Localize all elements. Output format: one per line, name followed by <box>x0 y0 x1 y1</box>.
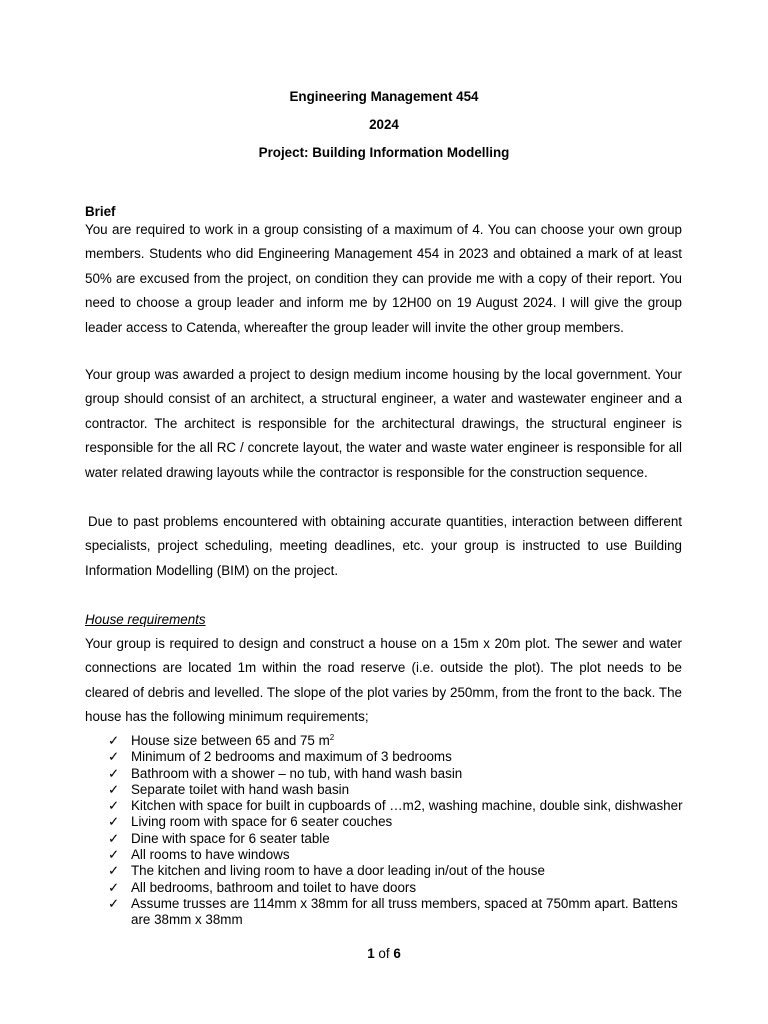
checkmark-icon: ✓ <box>108 863 120 879</box>
brief-paragraph-2: Your group was awarded a project to design medium income housing by the local government. Your group should consist of an architect, a structural engineer, a water and wastewater engineer and a contractor. The architect is responsible for the architectural drawings, the structural engineer is responsible for the all RC / concrete layout, the water and waste water engineer is responsible for all water related drawing layouts while the contractor is responsible for the construction sequence. <box>85 367 682 480</box>
requirement-text: Minimum of 2 bedrooms and maximum of 3 bedrooms <box>131 749 452 765</box>
requirement-text: Bathroom with a shower – no tub, with hand wash basin <box>131 765 463 781</box>
requirement-text: Dine with space for 6 seater table <box>131 830 330 846</box>
house-requirements-intro: Your group is required to design and construct a house on a 15m x 20m plot. The sewer and water connections are located 1m within the road reserve (i.e. outside the plot). The plot needs to be cleared of debris and levelled. The slope of the plot varies by 250mm, from the front to the back. The house has the following minimum requirements; <box>85 636 682 725</box>
requirements-list <box>108 733 683 929</box>
brief-heading: Brief <box>85 204 116 219</box>
requirement-text: Living room with space for 6 seater couches <box>131 814 393 830</box>
checkmark-icon: ✓ <box>108 733 120 748</box>
requirement-text: All rooms to have windows <box>131 847 290 863</box>
requirement-text: Assume trusses are 114mm x 38mm for all truss members, spaced at 750mm apart. Battens are 38mm x 38mm <box>131 895 678 928</box>
list-item <box>108 847 683 863</box>
project-title: Project: Building Information Modelling <box>258 145 510 160</box>
brief-paragraph-1: You are required to work in a group consisting of a maximum of 4. You can choose your own group members. Students who did Engineering Management 454 in 2023 and obtained a mark of at least 50% are excused from the project, on condition they can provide me with a copy of their report. You need to choose a group leader and inform me by 12H00 on 19 August 2024. I will give the group leader access to Catenda, whereafter the group leader will invite the other group members. <box>85 222 682 335</box>
checkmark-icon: ✓ <box>108 830 120 846</box>
superscript: 2 <box>329 733 335 742</box>
checkmark-icon: ✓ <box>108 879 120 895</box>
list-item <box>108 733 683 749</box>
checkmark-icon: ✓ <box>108 895 120 911</box>
list-item <box>108 896 683 929</box>
requirement-text: All bedrooms, bathroom and toilet to have doors <box>131 879 417 895</box>
checkmark-icon: ✓ <box>108 765 120 781</box>
checkmark-icon: ✓ <box>108 781 120 797</box>
house-requirements-heading: House requirements <box>85 612 206 627</box>
brief-paragraph-3: Due to past problems encountered with obtaining accurate quantities, interaction between different specialists, project scheduling, meeting deadlines, etc. your group is instructed to use Building Information Modelling (BIM) on the project. <box>85 514 682 578</box>
page-total: 6 <box>393 946 401 961</box>
requirement-text: Kitchen with space for built in cupboards of …m2, washing machine, double sink, dishwasher <box>131 798 683 814</box>
requirement-text: Separate toilet with hand wash basin <box>131 781 350 797</box>
checkmark-icon: ✓ <box>108 814 120 830</box>
checkmark-icon: ✓ <box>108 847 120 863</box>
list-item <box>108 863 683 879</box>
requirement-text: House size between 65 and 75 m <box>131 733 330 748</box>
course-title: Engineering Management 454 <box>289 89 479 104</box>
checkmark-icon: ✓ <box>108 798 120 814</box>
page-number <box>0 946 768 961</box>
list-item <box>108 814 683 830</box>
course-year: 2024 <box>369 117 399 132</box>
list-item <box>108 766 683 782</box>
page-of: of <box>378 946 390 961</box>
list-item <box>108 880 683 896</box>
checkmark-icon: ✓ <box>108 749 120 765</box>
list-item <box>108 831 683 847</box>
requirement-text: The kitchen and living room to have a door leading in/out of the house <box>131 863 545 879</box>
list-item <box>108 782 683 798</box>
page-current: 1 <box>367 946 375 961</box>
list-item <box>108 749 683 765</box>
list-item <box>108 798 683 814</box>
